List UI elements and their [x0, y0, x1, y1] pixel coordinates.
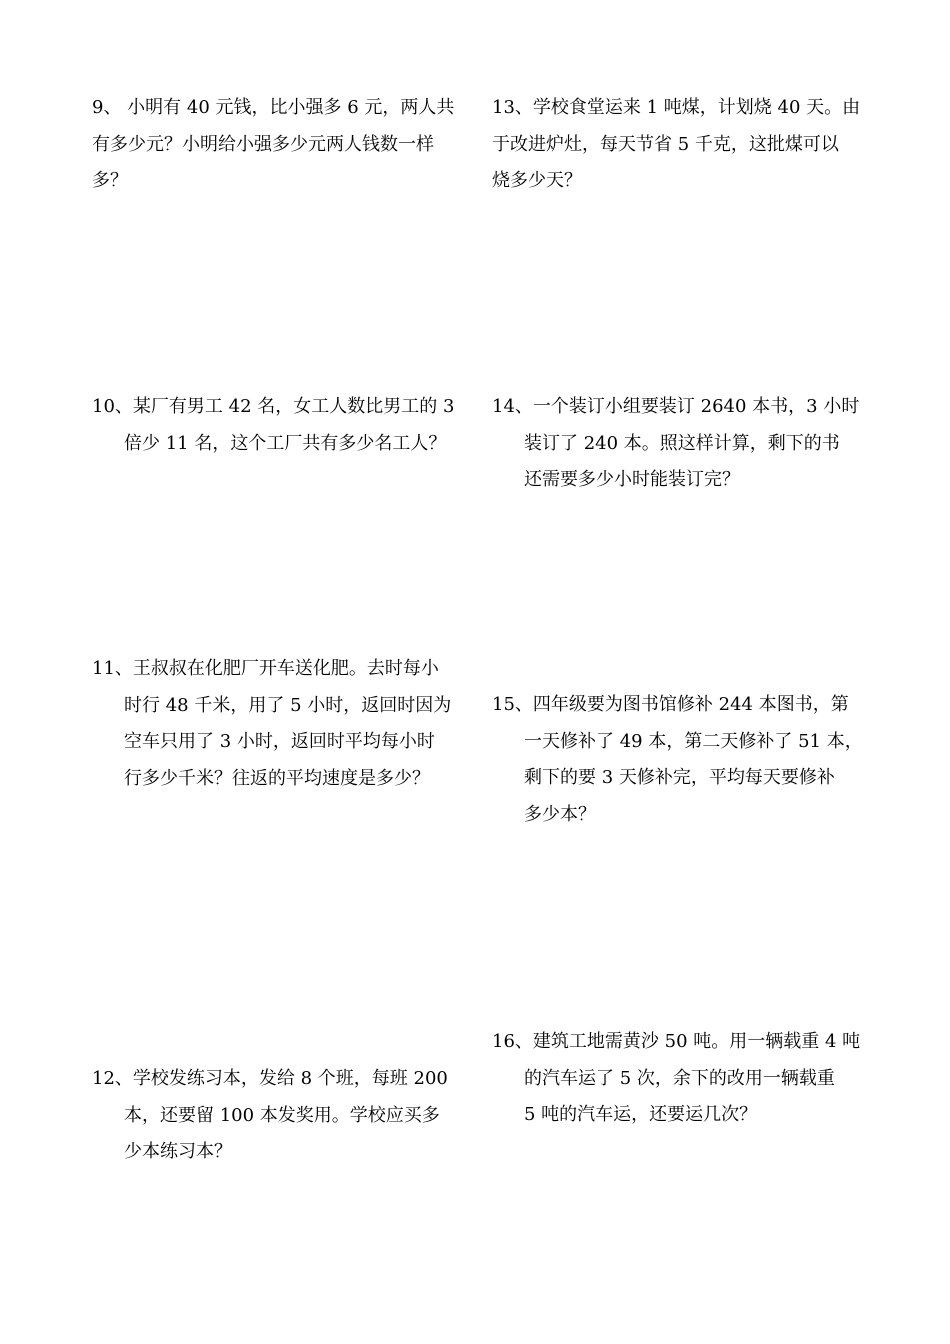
problem-line: 多少本？ — [524, 803, 596, 825]
problem-line: 5 吨的汽车运，还要运几次？ — [524, 1104, 758, 1125]
problem-line: 一天修补了 49 本，第二天修补了 51 本， — [524, 730, 863, 752]
problem-12 — [92, 1061, 472, 1171]
problem-9 — [92, 90, 472, 200]
problem-11 — [92, 651, 472, 797]
problem-line: 时行 48 千米，用了 5 小时，返回时因为 — [124, 694, 452, 716]
problem-line: 空车只用了 3 小时，返回时平均每小时 — [124, 731, 435, 752]
problem-line: 11、王叔叔在化肥厂开车送化肥。去时每小 — [92, 658, 439, 679]
problem-line: 烧多少天？ — [492, 170, 582, 191]
problem-line: 10、某厂有男工 42 名，女工人数比男工的 3 — [92, 396, 455, 417]
problem-line: 剩下的要 3 天修补完，平均每天要修补 — [524, 767, 835, 788]
problem-line: 9、 小明有 40 元钱，比小强多 6 元，两人共 — [92, 97, 455, 118]
problem-14 — [492, 389, 872, 499]
problem-line: 15、四年级要为图书馆修补 244 本图书，第 — [492, 694, 849, 715]
problem-line: 本，还要留 100 本发奖用。学校应买多 — [124, 1104, 440, 1126]
problem-line: 少本练习本？ — [124, 1141, 232, 1162]
problem-line: 16、建筑工地需黄沙 50 吨。用一辆载重 4 吨 — [492, 1031, 861, 1052]
problem-15 — [492, 687, 872, 833]
problem-line: 13、学校食堂运来 1 吨煤，计划烧 40 天。由 — [492, 97, 861, 118]
problem-line: 行多少千米？往返的平均速度是多少？ — [124, 767, 430, 789]
problem-10 — [92, 389, 472, 462]
problem-16 — [492, 1024, 872, 1134]
problem-line: 装订了 240 本。照这样计算，剩下的书 — [524, 432, 840, 454]
problem-13 — [492, 90, 872, 200]
problem-line: 还需要多少小时能装订完？ — [524, 469, 740, 490]
problem-line: 于改进炉灶，每天节省 5 千克，这批煤可以 — [492, 133, 839, 155]
problem-line: 倍少 11 名，这个工厂共有多少名工人？ — [124, 432, 447, 454]
problem-line: 有多少元？小明给小强多少元两人钱数一样 — [92, 133, 434, 155]
problem-line: 14、一个装订小组要装订 2640 本书，3 小时 — [492, 396, 860, 417]
problem-line: 12、学校发练习本，发给 8 个班，每班 200 — [92, 1068, 448, 1089]
problem-line: 的汽车运了 5 次，余下的改用一辆载重 — [524, 1067, 835, 1089]
problem-line: 多？ — [92, 170, 128, 191]
